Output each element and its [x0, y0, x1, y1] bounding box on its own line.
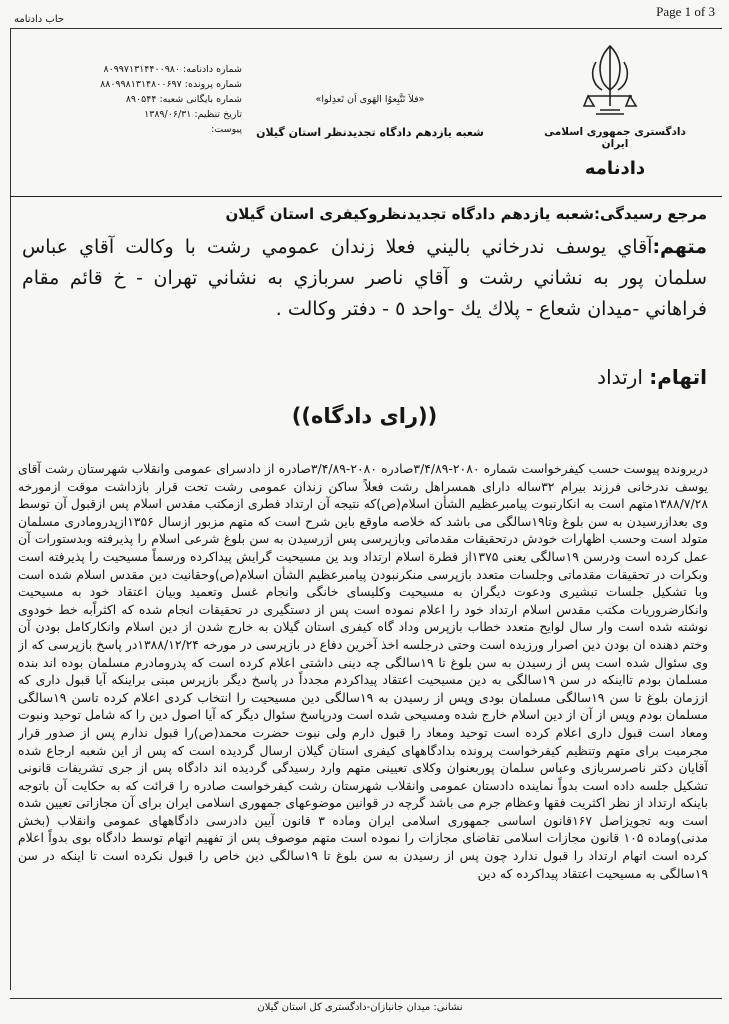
verdict-number: شماره دادنامه: ۸۰۹۹۷۱۳۱۴۴۰۰۹۸۰ [103, 64, 242, 75]
footer-divider [10, 998, 722, 999]
reviewing-authority: مرجع رسیدگی:شعبه یازدهم دادگاه تجدیدنظروکیفری استان گیلان [225, 205, 707, 223]
charge-section [597, 365, 707, 389]
quran-verse: «فلاَ تَتَّبِعوُا الهَوی اَن تَعدِلوا» [315, 94, 425, 105]
verdict-heading: ((رای دادگاه)) [291, 404, 438, 428]
judiciary-name: دادگستری جمهوری اسلامی ایران [544, 126, 686, 150]
accused-details: آقاي يوسف ندرخاني باليني فعلا زندان عمومي رشت با وكالت آقاي عباس سلمان پور به نشاني رشت و آقاي ناصر سربازي به نشاني تهران - خ قائم مقام فراهاني -ميدان شعاع - پلاك يك -واحد ٥ - دفتر وكالت . [22, 236, 707, 320]
verdict-body: دریرونده پیوست حسب کیفرخواست شماره ۲۰۸۰-۳/۴/۸۹صادره ۲۰۸۰-۳/۴/۸۹صادره از دادسرای عمومی وانقلاب شهرستان رشت آقای یوسف ندرخانی فرزند بیرام ۳۲ساله دارای همسراهل رشت فعلاً ساکن زندان عمومی رشت تحت قرار بازداشت موقت ازمورخه ۱۳۸۸/۷/۲۸متهم است به انکارنبوت پیامبرعظیم الشأن اسلام(ص)که نتیجه آن ارتداد فطری ازمکتب مقدس اسلام پس ازقبول آن توسط وی بعدازرسیدن به سن بلوغ وتا۱۹سالگی می باشد که خلاصه ماوقع باین شرح است که متهم مزبور ازسال ۱۳۵۶ازپدرومادری مسلمان متولد است وحسب اظهارات خودش درتحقیقات مقدماتی وبازپرسی پس ازرسیدن به سن بلوغ شرعی اسلام را پذیرفته وبدستورات آن عمل کرده است ودرسن ۱۹سالگی یعنی ۱۳۷۵از فطرة اسلام ارتداد وبد ین مسیحیت گرایش پیداکرده ورسماً مسیحیت را پذیرفته است وبکرات در تحقیقات مقدماتی وجلسات متعدد بازپرسی منکرنبودن پیامبرعظیم الشأن اسلام(ص)وحقانیت دین مقدس اسلام شده است وبا تشکیل جلسات تبشیری ودعوت دیگران به مسیحیت وکلیسای خانگی وانجام غسل وتعمید وبیان اعتقاد خود به مسیحیت وانکارضروریات مکتب مقدس اسلام ارتداد خود را اعلام نموده است پس از دستگیری در تحقیقات انجام شده که اکثراًبه خط خودوی نوشته شده است وار سال لوایح متعدد خطاب بازپرس وداد گاه کیفری استان گیلان به خارج شدن از دین اسلام وانکارکامل بودن آن وختم دهنده ان بودن دین اصرار ورزیده است وحتی درجلسه اخذ آخرین دفاع در بازپرسی در مورخه ۱۳۸۸/۱۲/۲۴در پاسخ بازپرسی که از وی سئوال شده است پس از رسیدن به سن بلوغ تا ۱۹سالگی چه دینی داشتی اعلام کرده است که پدرومادرم مسلمان بوده اند بنده مسلمان بودم تااینکه در سن ۱۹سالگی به دین مسیحیت اعتقاد پیداکردم مجدداً در پاسخ دیگر بازپرس مبنی براینکه آیا قبول داری که اززمان بلوغ تا سن ۱۹سالگی مسلمان بودی وپس از رسیدن به ۱۹سالگی دین مسیحیت را انتخاب کردی اعلام کرده تاسن ۱۹سالگی مسلمان بودم وپس از آن از دین اسلام خارج شده ومسیحی شده است ودرپاسخ سئوال دیگر که آیا اصول دین را که شامل توحید ونبوت ومعاد است قبول داری اعلام کرده است توحید ومعاد را قبول دارم ولی نبوت حضرت محمد(ص)را قبول ندارم پس از صدور قرار مجرمیت برای متهم وتنظیم کیفرخواست پرونده بدادگاههای کیفری استان گیلان ارسال گردیده است که پس از این شعبه ارجاع شده آقایان دکتر ناصرسربازی وعباس سلمان پوربعنوان وکلای تعیینی متهم وارد رسیدگی گردیده اند دادگاه پس از جری تشریفات قانونی تشکیل جلسه داده است بدواً نماینده دادستان عمومی وانقلاب شهرستان رشت کیفرخواست صادره را قرائت که به حکایت آن باتوجه باینکه ارتداد از نظر اکثریت فقها وعظام جرم می باشد گرچه در قوانین موضوعهای جمهوری اسلامی ایران برای آن مجازاتی تعیین شده است وبه تجویزاصل ۱۶۷قانون اساسی جمهوری اسلامی ایران وماده ۳ قانون آیین دادرسی دادگاههای عمومی وانقلاب (بخش مدنی)وماده ۱۰۵ قانون مجازات اسلامی تقاضای مجازات را نموده است متهم موصوف پس از تفهیم اتهام توسط دادگاه بوی بدواً اعلام کرده است اتهام ارتداد را قبول ندارد چون پس از رسیدن به سن بلوغ تا ۱۹سالگی دین خاص را قبول نکرده است تا اینکه در سن ۱۹سالگی به مسیحیت اعتقاد پیداکرده که دین [18, 461, 708, 881]
attachment-label: پیوست: [211, 124, 242, 135]
court-branch: شعبه یازدهم دادگاه تجدیدنظر استان گیلان [256, 126, 484, 139]
header-divider [10, 196, 722, 197]
archive-number: شماره بایگانی شعبه: ۸۹۰۵۴۴ [125, 94, 242, 105]
accused-label: متهم: [652, 236, 707, 258]
frame-left-border [10, 28, 11, 990]
page-number: Page 1 of 3 [656, 4, 715, 19]
frame-top-border [10, 28, 722, 29]
footer-address: نشانی: میدان جانبازان-دادگستری کل استان گیلان [257, 1002, 463, 1013]
issue-date: تاریخ تنظیم: ۱۳۸۹/۰۶/۳۱ [144, 109, 242, 120]
charge-value: ارتداد [597, 365, 643, 389]
accused-section [22, 232, 707, 325]
document-title: دادنامه [584, 158, 646, 179]
charge-label: اتهام: [649, 365, 707, 389]
case-metadata [52, 62, 242, 137]
print-label: حاب دادنامه [14, 14, 65, 25]
iran-emblem-icon [582, 40, 638, 118]
case-number: شماره پرونده: ۸۸۰۹۹۸۱۳۱۴۸۰۰۶۹۷ [100, 79, 242, 90]
